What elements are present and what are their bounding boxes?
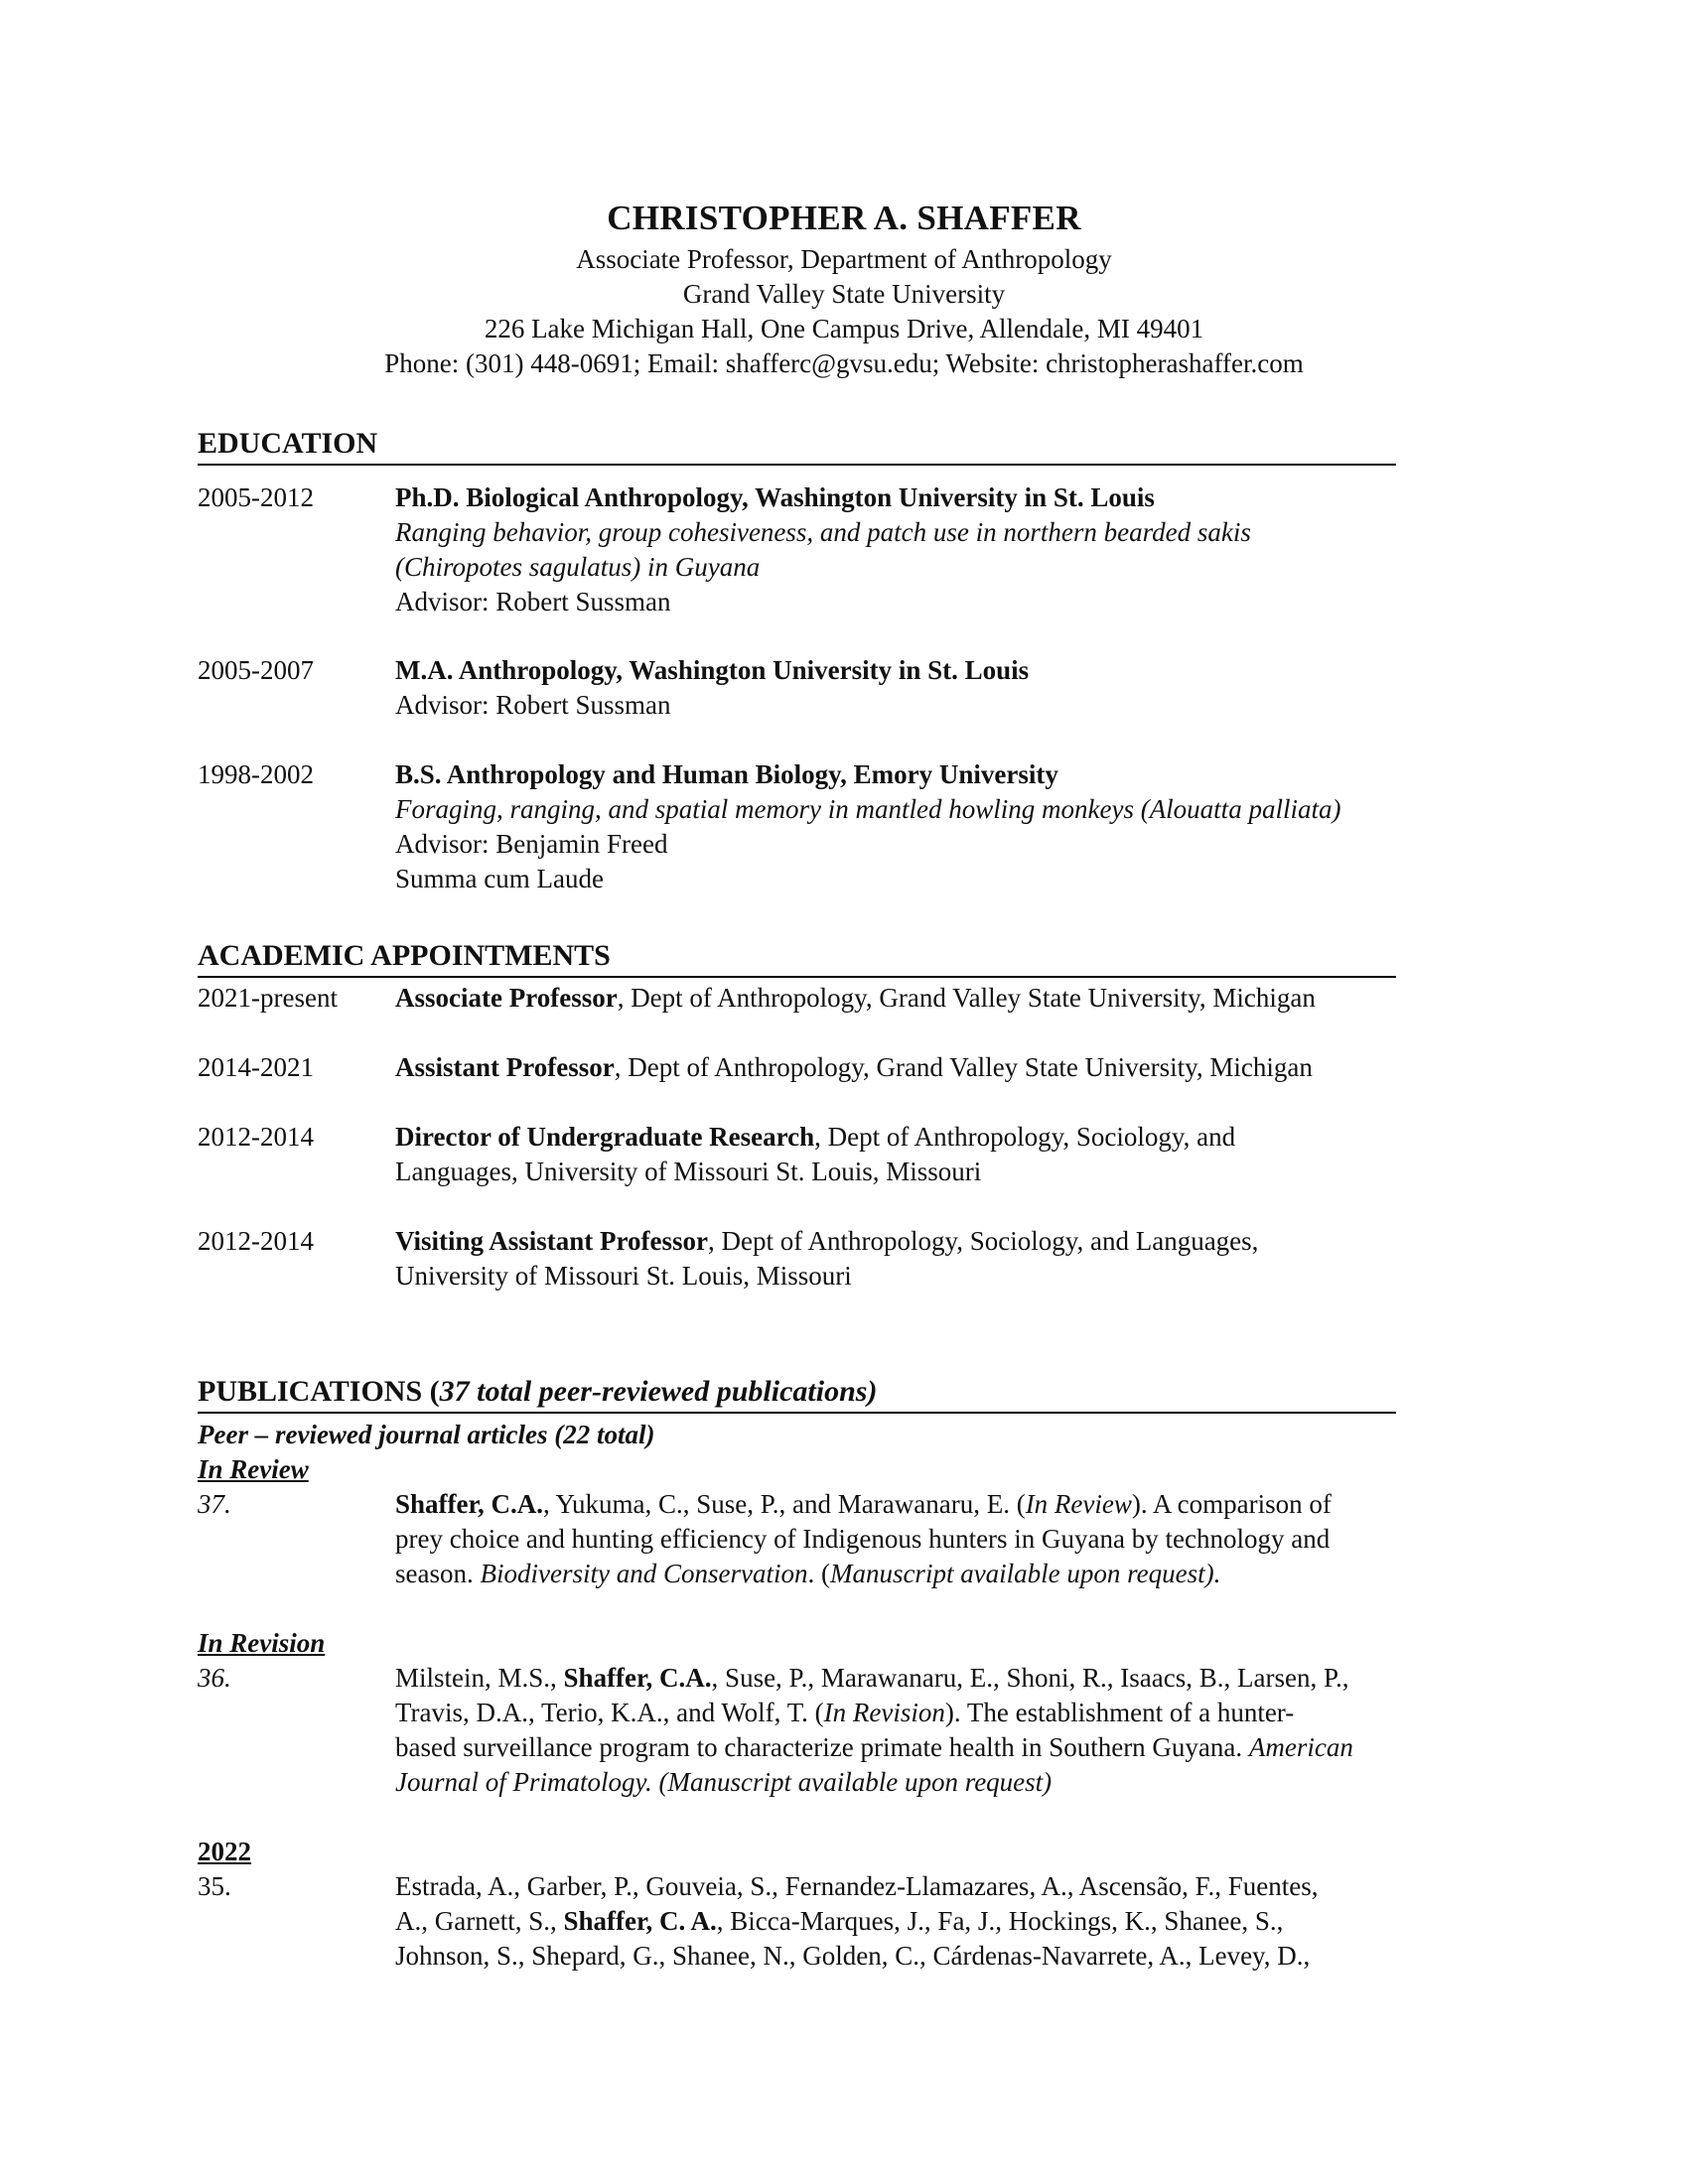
pub-text: Johnson, S., Shepard, G., Shanee, N., Golden, C., Cárdenas-Navarrete, A., Levey, D., [395,1941,1311,1971]
appointment-role: Director of Undergraduate Research [395,1122,815,1152]
appointment-detail: University of Missouri St. Louis, Missouri [395,1261,852,1291]
appointment-detail: , Dept of Anthropology, Grand Valley State University, Michigan [614,1052,1313,1082]
appointment-detail: , Dept of Anthropology, Grand Valley State University, Michigan [617,983,1316,1013]
appointment-role: Associate Professor [395,983,618,1013]
pub-text: . ( [807,1559,830,1588]
in-revision-label: In Revision [198,1628,326,1658]
pub-text: Milstein, M.S., [395,1663,564,1693]
appointment-detail: Languages, University of Missouri St. Louis, Missouri [395,1157,982,1186]
appointment-years: 2012-2014 [198,1122,314,1152]
pub-text: , Suse, P., Marawanaru, E., Shoni, R., Isaacs, B., Larsen, P., [711,1663,1349,1693]
year-2022-label: 2022 [198,1837,251,1866]
appointment-role: Assistant Professor [395,1052,615,1082]
pub-text: prey choice and hunting efficiency of Indigenous hunters in Guyana by technology and [395,1524,1331,1554]
pub-text: , Bicca-Marques, J., Fa, J., Hockings, K., Shanee, S., [716,1906,1284,1936]
education-years: 1998-2002 [198,759,314,789]
pub-author-highlight: Shaffer, C.A. [395,1489,544,1519]
pub-author-highlight: Shaffer, C.A. [563,1663,712,1693]
education-thesis: Ranging behavior, group cohesiveness, and patch use in northern bearded sakis [395,517,1251,547]
education-heading: EDUCATION [198,425,1396,466]
education-years: 2005-2012 [198,482,314,512]
appointment-years: 2012-2014 [198,1226,314,1256]
pub-text: ). A comparison of [1131,1489,1332,1519]
education-degree: M.A. Anthropology, Washington University in St. Louis [395,655,1030,685]
appointment-years: 2021-present [198,983,338,1013]
pub-journal: American [1248,1732,1353,1762]
pub-text: , Yukuma, C., Suse, P., and Marawanaru, E. ( [543,1489,1026,1519]
appointment-role: Visiting Assistant Professor [395,1226,709,1256]
publication-number: 35. [198,1871,231,1901]
education-thesis: (Chiropotes sagulatus) in Guyana [395,552,761,582]
pub-text: Estrada, A., Garber, P., Gouveia, S., Fernandez-Llamazares, A., Ascensão, F., Fuentes, [395,1871,1319,1901]
publication-number: 36. [198,1663,231,1693]
education-years: 2005-2007 [198,655,314,685]
education-degree: B.S. Anthropology and Human Biology, Emory University [395,759,1058,789]
education-advisor: Advisor: Robert Sussman [395,587,671,616]
in-review-label: In Review [198,1454,309,1484]
appointments-heading: ACADEMIC APPOINTMENTS [198,937,1396,978]
pub-text: season. [395,1559,481,1588]
appointment-detail: , Dept of Anthropology, Sociology, and Languages, [708,1226,1259,1256]
education-advisor: Advisor: Robert Sussman [395,690,671,720]
education-advisor: Advisor: Benjamin Freed [395,829,668,859]
pub-text: based surveillance program to characterize primate health in Southern Guyana. [395,1732,1249,1762]
publications-heading-text: PUBLICATIONS ( [198,1375,440,1408]
pub-journal: Biodiversity and Conservation [480,1559,808,1588]
pub-text: Travis, D.A., Terio, K.A., and Wolf, T. ( [395,1698,824,1727]
education-thesis: Foraging, ranging, and spatial memory in mantled howling monkeys (Alouatta palliata) [395,794,1341,824]
pub-status: In Review [1025,1489,1132,1519]
journal-articles-subheading: Peer – reviewed journal articles (22 total) [198,1420,655,1449]
cv-address: 226 Lake Michigan Hall, One Campus Drive, Allendale, MI 49401 [484,314,1204,343]
appointment-detail: , Dept of Anthropology, Sociology, and [814,1122,1236,1152]
appointment-years: 2014-2021 [198,1052,314,1082]
cv-institution: Grand Valley State University [682,279,1006,309]
pub-author-highlight: Shaffer, C. A. [563,1906,717,1936]
cv-contact: Phone: (301) 448-0691; Email: shafferc@gvsu.edu; Website: christopherashaffer.com [384,348,1304,378]
publications-count-note: 37 total peer-reviewed publications) [439,1375,878,1408]
pub-journal: Journal of Primatology. (Manuscript available upon request) [395,1767,1053,1797]
pub-note: Manuscript available upon request). [829,1559,1221,1588]
education-degree: Ph.D. Biological Anthropology, Washington University in St. Louis [395,482,1155,512]
education-honor: Summa cum Laude [395,864,604,893]
publications-heading [198,1373,1396,1414]
pub-status: In Revision [823,1698,945,1727]
pub-text: A., Garnett, S., [395,1906,564,1936]
pub-text: ). The establishment of a hunter- [944,1698,1295,1727]
cv-name: CHRISTOPHER A. SHAFFER [607,199,1081,237]
cv-title: Associate Professor, Department of Anthropology [576,244,1112,274]
publication-number: 37. [198,1489,231,1519]
